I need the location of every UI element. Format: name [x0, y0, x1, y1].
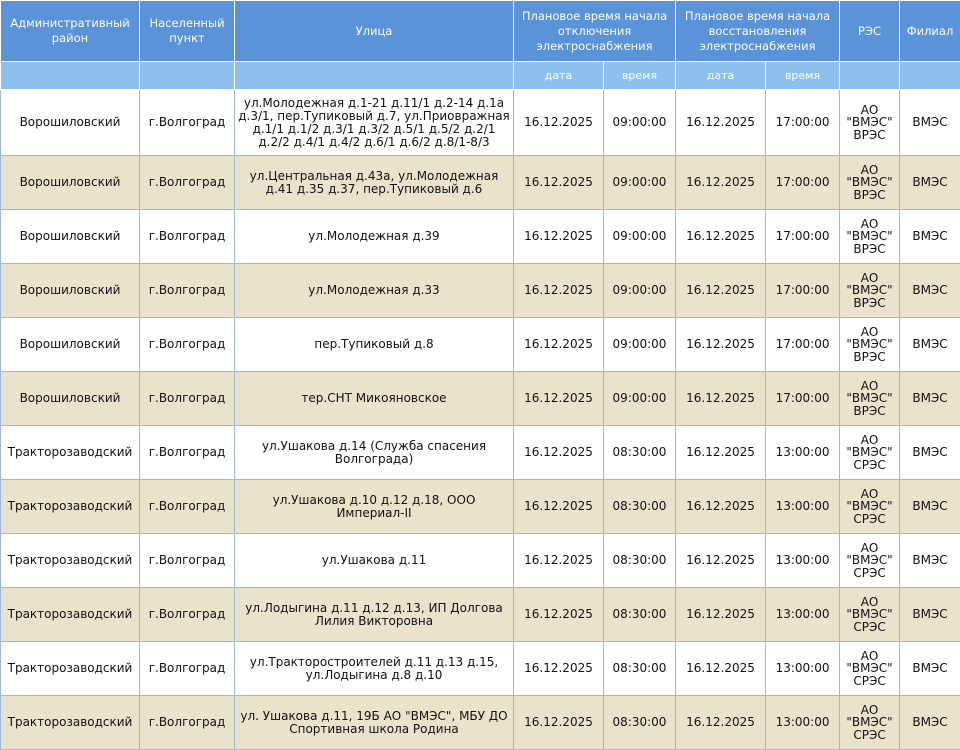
cell-district: Ворошиловский [1, 264, 140, 318]
subheader-on-time: время [766, 62, 840, 90]
cell-off-date: 16.12.2025 [514, 156, 604, 210]
cell-res: АО "ВМЭС" ВРЭС [840, 210, 900, 264]
cell-locality: г.Волгоград [140, 210, 235, 264]
cell-on-time: 17:00:00 [766, 264, 840, 318]
cell-on-time: 17:00:00 [766, 210, 840, 264]
cell-district: Тракторозаводский [1, 480, 140, 534]
cell-branch: ВМЭС [900, 534, 960, 588]
cell-on-date: 16.12.2025 [676, 90, 766, 156]
cell-district: Тракторозаводский [1, 534, 140, 588]
cell-district: Ворошиловский [1, 372, 140, 426]
cell-res: АО "ВМЭС" СРЭС [840, 642, 900, 696]
cell-off-date: 16.12.2025 [514, 696, 604, 750]
cell-street: ул.Лодыгина д.11 д.12 д.13, ИП Долгова Лилия Викторовна [235, 588, 514, 642]
cell-branch: ВМЭС [900, 264, 960, 318]
table-row [1, 480, 960, 534]
cell-off-time: 08:30:00 [604, 480, 676, 534]
cell-on-time: 13:00:00 [766, 480, 840, 534]
table-row [1, 534, 960, 588]
cell-on-date: 16.12.2025 [676, 318, 766, 372]
cell-street: ул. Ушакова д.11, 19Б АО "ВМЭС", МБУ ДО Спортивная школа Родина [235, 696, 514, 750]
cell-off-time: 08:30:00 [604, 588, 676, 642]
cell-on-date: 16.12.2025 [676, 156, 766, 210]
cell-on-date: 16.12.2025 [676, 642, 766, 696]
table-row [1, 426, 960, 480]
cell-off-time: 08:30:00 [604, 426, 676, 480]
cell-street: ул.Молодежная д.39 [235, 210, 514, 264]
subheader-empty [1, 62, 140, 90]
cell-locality: г.Волгоград [140, 480, 235, 534]
cell-district: Тракторозаводский [1, 426, 140, 480]
cell-branch: ВМЭС [900, 90, 960, 156]
table-body [1, 90, 960, 750]
cell-off-date: 16.12.2025 [514, 588, 604, 642]
cell-street: ул.Тракторостроителей д.11 д.13 д.15, ул.Лодыгина д.8 д.10 [235, 642, 514, 696]
cell-off-date: 16.12.2025 [514, 480, 604, 534]
table-row [1, 696, 960, 750]
cell-off-date: 16.12.2025 [514, 642, 604, 696]
cell-locality: г.Волгоград [140, 90, 235, 156]
cell-district: Ворошиловский [1, 210, 140, 264]
cell-branch: ВМЭС [900, 156, 960, 210]
cell-res: АО "ВМЭС" ВРЭС [840, 318, 900, 372]
cell-off-date: 16.12.2025 [514, 210, 604, 264]
subheader-off-time: время [604, 62, 676, 90]
cell-res: АО "ВМЭС" СРЭС [840, 480, 900, 534]
cell-on-date: 16.12.2025 [676, 588, 766, 642]
cell-on-date: 16.12.2025 [676, 696, 766, 750]
subheader-off-date: дата [514, 62, 604, 90]
cell-street: ул.Центральная д.43а, ул.Молодежная д.41 д.35 д.37, пер.Тупиковый д.6 [235, 156, 514, 210]
cell-off-date: 16.12.2025 [514, 90, 604, 156]
cell-district: Ворошиловский [1, 90, 140, 156]
cell-off-date: 16.12.2025 [514, 534, 604, 588]
cell-on-time: 17:00:00 [766, 318, 840, 372]
cell-off-date: 16.12.2025 [514, 318, 604, 372]
header-res: РЭС [840, 1, 900, 62]
cell-branch: ВМЭС [900, 372, 960, 426]
cell-res: АО "ВМЭС" ВРЭС [840, 264, 900, 318]
cell-on-time: 13:00:00 [766, 642, 840, 696]
cell-street: пер.Тупиковый д.8 [235, 318, 514, 372]
cell-on-time: 17:00:00 [766, 90, 840, 156]
subheader-row [1, 62, 960, 90]
cell-branch: ВМЭС [900, 318, 960, 372]
cell-branch: ВМЭС [900, 210, 960, 264]
subheader-empty [900, 62, 960, 90]
cell-branch: ВМЭС [900, 480, 960, 534]
cell-street: ул.Ушакова д.10 д.12 д.18, ООО Империал-II [235, 480, 514, 534]
table-row [1, 588, 960, 642]
cell-locality: г.Волгоград [140, 642, 235, 696]
cell-off-time: 09:00:00 [604, 264, 676, 318]
cell-off-time: 08:30:00 [604, 642, 676, 696]
table-row [1, 156, 960, 210]
cell-street: тер.СНТ Микояновское [235, 372, 514, 426]
cell-res: АО "ВМЭС" ВРЭС [840, 90, 900, 156]
header-branch: Филиал [900, 1, 960, 62]
cell-res: АО "ВМЭС" СРЭС [840, 426, 900, 480]
cell-off-time: 09:00:00 [604, 90, 676, 156]
cell-on-date: 16.12.2025 [676, 210, 766, 264]
cell-locality: г.Волгоград [140, 696, 235, 750]
cell-locality: г.Волгоград [140, 588, 235, 642]
cell-off-date: 16.12.2025 [514, 426, 604, 480]
cell-res: АО "ВМЭС" СРЭС [840, 588, 900, 642]
cell-off-time: 08:30:00 [604, 534, 676, 588]
table-row [1, 642, 960, 696]
header-on-time: Плановое время начала восстановления электроснабжения [676, 1, 840, 62]
cell-branch: ВМЭС [900, 696, 960, 750]
table-row [1, 372, 960, 426]
cell-branch: ВМЭС [900, 426, 960, 480]
cell-district: Ворошиловский [1, 318, 140, 372]
cell-locality: г.Волгоград [140, 372, 235, 426]
cell-on-date: 16.12.2025 [676, 534, 766, 588]
cell-locality: г.Волгоград [140, 264, 235, 318]
cell-street: ул.Ушакова д.14 (Служба спасения Волгограда) [235, 426, 514, 480]
subheader-empty [235, 62, 514, 90]
subheader-empty [140, 62, 235, 90]
cell-off-time: 09:00:00 [604, 372, 676, 426]
header-locality: Населенный пункт [140, 1, 235, 62]
subheader-empty [840, 62, 900, 90]
header-off-time: Плановое время начала отключения электроснабжения [514, 1, 676, 62]
cell-off-time: 09:00:00 [604, 156, 676, 210]
cell-street: ул.Молодежная д.1-21 д.11/1 д.2-14 д.1а д.3/1, пер.Тупиковый д.7, ул.Приовражная д.1/1 д.1/2 д.3/1 д.3/2 д.5/1 д.5/2 д.2/1 д.2/2 д.4/1 д.4/2 д.6/1 д.6/2 д.8/1-8/3 [235, 90, 514, 156]
cell-off-time: 09:00:00 [604, 210, 676, 264]
cell-district: Ворошиловский [1, 156, 140, 210]
cell-on-date: 16.12.2025 [676, 426, 766, 480]
cell-off-date: 16.12.2025 [514, 372, 604, 426]
cell-res: АО "ВМЭС" СРЭС [840, 534, 900, 588]
cell-res: АО "ВМЭС" СРЭС [840, 696, 900, 750]
cell-res: АО "ВМЭС" ВРЭС [840, 156, 900, 210]
cell-street: ул.Молодежная д.33 [235, 264, 514, 318]
cell-on-time: 13:00:00 [766, 588, 840, 642]
cell-on-time: 13:00:00 [766, 534, 840, 588]
header-district: Административный район [1, 1, 140, 62]
cell-locality: г.Волгоград [140, 426, 235, 480]
cell-on-time: 13:00:00 [766, 696, 840, 750]
header-row [1, 1, 960, 62]
cell-on-date: 16.12.2025 [676, 264, 766, 318]
cell-branch: ВМЭС [900, 588, 960, 642]
cell-branch: ВМЭС [900, 642, 960, 696]
table-row [1, 210, 960, 264]
cell-street: ул.Ушакова д.11 [235, 534, 514, 588]
cell-res: АО "ВМЭС" ВРЭС [840, 372, 900, 426]
cell-off-time: 08:30:00 [604, 696, 676, 750]
table-row [1, 318, 960, 372]
cell-locality: г.Волгоград [140, 534, 235, 588]
cell-off-time: 09:00:00 [604, 318, 676, 372]
cell-on-time: 13:00:00 [766, 426, 840, 480]
header-street: Улица [235, 1, 514, 62]
table-row [1, 90, 960, 156]
cell-on-time: 17:00:00 [766, 372, 840, 426]
cell-locality: г.Волгоград [140, 318, 235, 372]
cell-off-date: 16.12.2025 [514, 264, 604, 318]
cell-on-date: 16.12.2025 [676, 480, 766, 534]
cell-district: Тракторозаводский [1, 588, 140, 642]
table-row [1, 264, 960, 318]
cell-district: Тракторозаводский [1, 696, 140, 750]
cell-on-time: 17:00:00 [766, 156, 840, 210]
cell-locality: г.Волгоград [140, 156, 235, 210]
cell-district: Тракторозаводский [1, 642, 140, 696]
cell-on-date: 16.12.2025 [676, 372, 766, 426]
subheader-on-date: дата [676, 62, 766, 90]
